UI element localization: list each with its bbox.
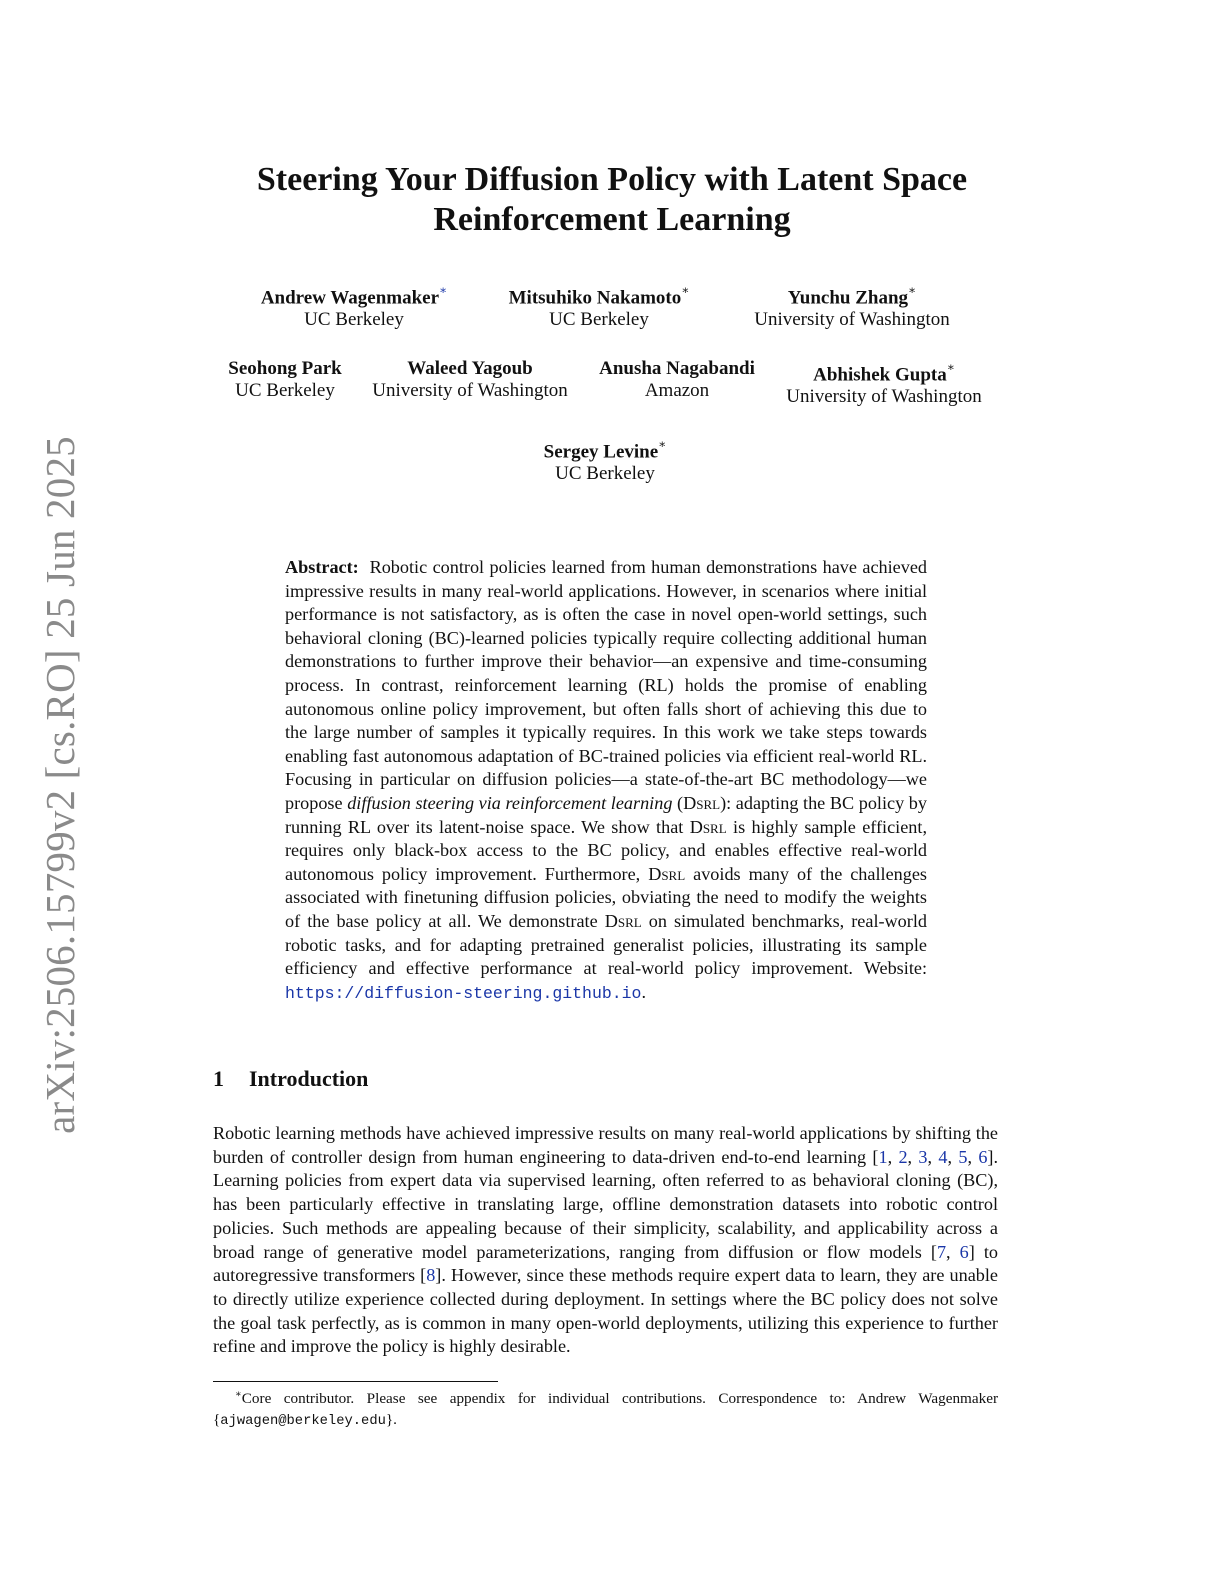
author-name: Waleed Yagoub xyxy=(407,358,533,379)
paper-title xyxy=(212,160,1012,240)
section-number: 1 xyxy=(213,1066,224,1091)
abstract-text: on simulated benchmarks, real-world robotic tasks, and for adapting pretrained generalist policies, illustrating its sample efficiency and effective performance at real-world policy improvement. Website: xyxy=(285,910,927,979)
citation-link[interactable]: 3 xyxy=(918,1146,928,1167)
abstract-text: avoids many of the challenges associated with finetuning diffusion policies, obviating the need to modify the weights of the base policy at all. We demonstrate xyxy=(285,863,927,931)
citation-link[interactable]: 1 xyxy=(878,1146,888,1167)
footnote-text: Core contributor. Please see appendix for individual contributions. Correspondence to: Andrew Wagenmaker { xyxy=(213,1390,998,1429)
method-acronym: Dsrl xyxy=(683,792,721,813)
author-name: Seohong Park xyxy=(228,358,342,379)
title-line-1: Steering Your Diffusion Policy with Latent Space xyxy=(256,161,968,198)
author-affiliation: UC Berkeley xyxy=(235,380,335,401)
core-contributor-mark[interactable]: ∗ xyxy=(439,283,448,297)
author-block xyxy=(228,358,342,402)
method-acronym: Dsrl xyxy=(604,910,642,931)
core-contributor-mark: ∗ xyxy=(946,360,955,374)
body-text: ]. Learning policies from expert data via supervised learning, often referred to as behavioral cloning (BC), has been particularly effective in translating large, offline demonstration datasets into robotic control policies. Such methods are appealing because of their simplicity, scalability, and applicability across a broad range of generative model parameterizations, ranging from diffusion or flow models [ xyxy=(213,1146,999,1262)
method-acronym: Dsrl xyxy=(689,816,727,837)
author-block xyxy=(544,435,667,485)
title-line-2: Reinforcement Learning xyxy=(433,201,791,238)
citation-link[interactable]: 7 xyxy=(936,1241,947,1262)
author-block xyxy=(786,358,982,408)
footnote xyxy=(213,1384,998,1432)
author-block xyxy=(599,358,755,402)
author-name: Abhishek Gupta xyxy=(813,364,947,386)
footnote-text: }. xyxy=(385,1411,397,1429)
author-block xyxy=(754,281,950,331)
author-affiliation: UC Berkeley xyxy=(555,463,655,485)
author-name: Anusha Nagabandi xyxy=(599,358,755,379)
author-block xyxy=(261,281,447,331)
arxiv-sidebar-stamp xyxy=(37,436,83,1134)
author-affiliation: UC Berkeley xyxy=(549,309,649,331)
core-contributor-mark: ∗ xyxy=(908,283,917,297)
abstract xyxy=(285,556,927,1005)
body-text: ]. However, since these methods require expert data to learn, they are unable to directly utilize experience collected during deployment. In settings where the BC policy does not solve the goal task perfectly, as is common in many open-world deployments, utilizing this experience to further refine and improve the policy is highly desirable. xyxy=(213,1265,999,1357)
method-acronym: Dsrl xyxy=(648,863,686,884)
footnote-rule xyxy=(213,1381,498,1382)
author-block xyxy=(372,358,568,402)
body-text: ] to autoregressive transformers [ xyxy=(213,1241,998,1286)
author-name: Andrew Wagenmaker xyxy=(260,287,440,309)
abstract-text: . xyxy=(641,981,647,1002)
author-affiliation: UC Berkeley xyxy=(304,309,404,331)
citation-link[interactable]: 5 xyxy=(958,1146,968,1167)
section-heading xyxy=(213,1066,368,1092)
author-affiliation: Amazon xyxy=(644,380,710,401)
citation-link[interactable]: 2 xyxy=(898,1146,908,1167)
arxiv-id: arXiv:2506.15799v2 [cs.RO] 25 Jun 2025 xyxy=(37,436,83,1134)
citation-link[interactable]: 6 xyxy=(959,1241,969,1262)
abstract-text: ): adapting the BC policy by running RL over its latent-noise space. We show that xyxy=(285,792,927,837)
contact-email: ajwagen@berkeley.edu xyxy=(220,1414,386,1430)
core-contributor-mark: ∗ xyxy=(681,283,690,297)
author-affiliation: University of Washington xyxy=(754,309,950,331)
author-affiliation: University of Washington xyxy=(372,380,568,401)
website-link[interactable]: https://diffusion-steering.github.io xyxy=(285,983,642,1003)
abstract-text: Robotic control policies learned from human demonstrations have achieved impressive results in many real-world applications. However, in scenarios where initial performance is not satisfactory, as is often the case in novel open-world settings, such behavioral cloning (BC)-learned policies typically require collecting additional human demonstrations to further improve their behavior—an expensive and time-consuming process. In contrast, reinforcement learning (RL) holds the promise of enabling autonomous online policy improvement, but often falls short of achieving this due to the large number of samples it typically requires. In this work we take steps towards enabling fast autonomous adaptation of BC-trained policies via efficient real-world RL. Focusing in particular on diffusion policies—a state-of-the-art BC methodology—we propose xyxy=(285,557,927,813)
footnote-mark: ∗ xyxy=(235,1389,242,1400)
citation-link[interactable]: 8 xyxy=(426,1265,436,1286)
author-name: Yunchu Zhang xyxy=(787,287,909,309)
author-affiliation: University of Washington xyxy=(786,386,982,408)
section-title: Introduction xyxy=(249,1066,369,1091)
intro-paragraph: Robotic learning methods have achieved impressive results on many real-world applications by shifting the burden of controller design from human engineering to data-driven end-to-end learning [1, 2, 3, 4, 5, 6]. Learning policies from expert data via supervised learning, often referred to as behavioral cloning (BC), has been particularly effective in translating large, offline demonstration datasets into robotic control policies. Such methods are appealing because of their simplicity, scalability, and applicability across a broad range of generative model parameterizations, ranging from diffusion or flow models [7, 6] to autoregressive transformers [8]. However, since these methods require expert data to learn, they are unable to directly utilize experience collected during deployment. In settings where the BC policy does not solve the goal task perfectly, as is common in many open-world deployments, utilizing this experience to further refine and improve the policy is highly desirable. xyxy=(213,1123,999,1357)
core-contributor-mark: ∗ xyxy=(658,437,667,451)
author-name: Mitsuhiko Nakamoto xyxy=(508,287,682,309)
author-name: Sergey Levine xyxy=(543,441,659,463)
author-block xyxy=(509,281,690,331)
abstract-label: Abstract: xyxy=(285,557,359,577)
abstract-text: is highly sample efficient, requires only black-box access to the BC policy, and enables effective real-world autonomous policy improvement. Furthermore, xyxy=(285,816,927,884)
body-text: Robotic learning methods have achieved impressive results on many real-world applications by shifting the burden of controller design from human engineering to data-driven end-to-end learning [ xyxy=(213,1123,998,1167)
citation-link[interactable]: 6 xyxy=(978,1146,988,1167)
abstract-text: ( xyxy=(672,792,684,813)
citation-link[interactable]: 4 xyxy=(938,1146,948,1167)
method-name-emphasis: diffusion steering via reinforcement learning xyxy=(347,792,673,813)
